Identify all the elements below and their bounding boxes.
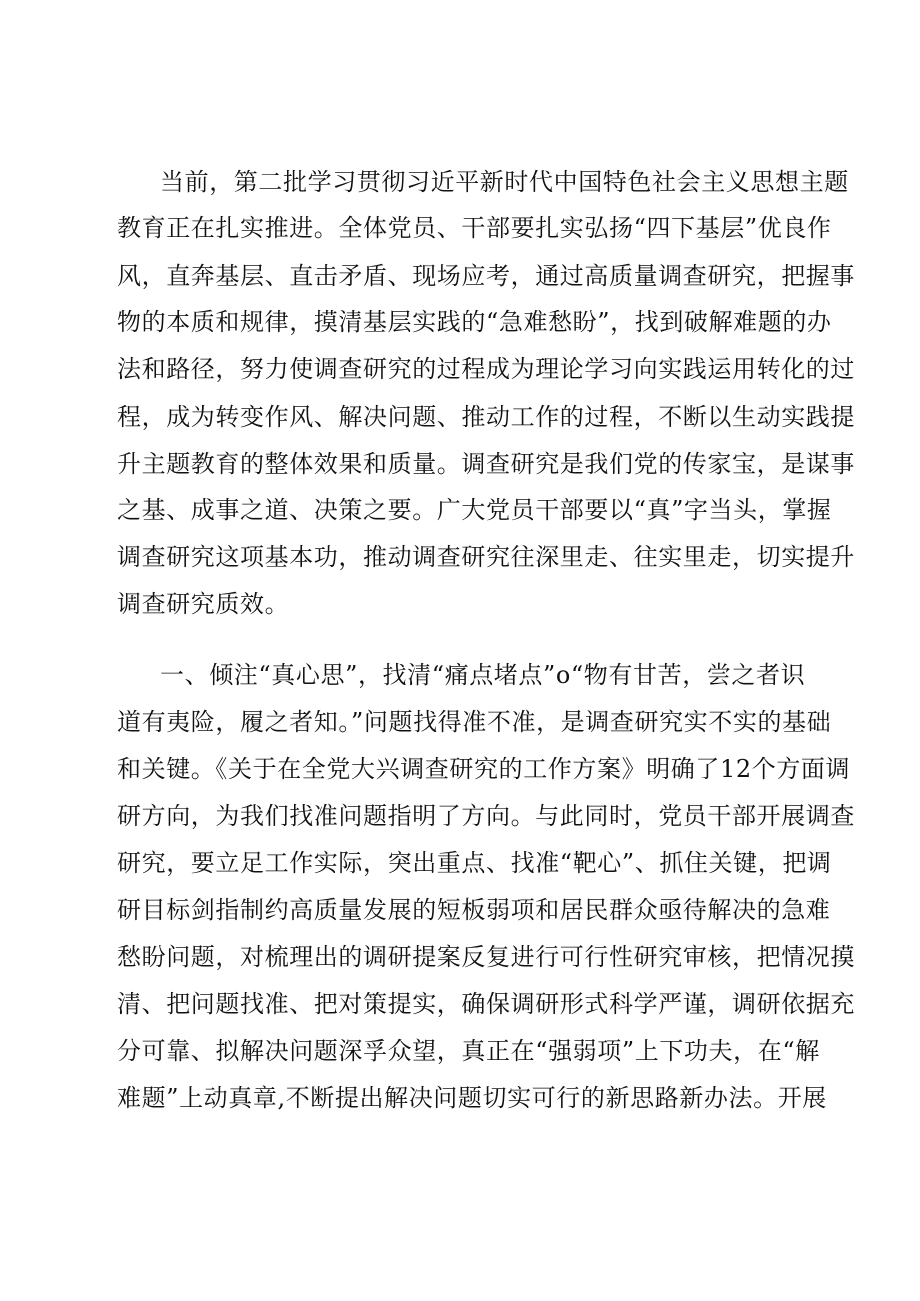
text-line: 研究，要立足工作实际，突出重点、找准“靶心”、抓住关键，把调 [117, 849, 832, 877]
text-line: 风，直奔基层、直击矛盾、现场应考，通过高质量调查研究，把握事 [117, 262, 855, 290]
text-line: 难题”上动真章,不断提出解决问题切实可行的新思路新办法。开展 [117, 1084, 827, 1112]
text-line: 程，成为转变作风、解决问题、推动工作的过程，不断以生动实践提 [117, 403, 855, 431]
text-line: 分可靠、拟解决问题深孚众望，真正在“强弱项”上下功夫，在“解 [117, 1037, 820, 1065]
text-line: 法和路径，努力使调查研究的过程成为理论学习向实践运用转化的过 [117, 355, 855, 383]
text-line: 研方向，为我们找准问题指明了方向。与此同时，党员干部开展调查 [117, 802, 855, 830]
text-line: 清、把问题找准、把对策提实，确保调研形式科学严谨，调研依据充 [117, 990, 855, 1018]
text-line: 教育正在扎实推进。全体党员、干部要扎实弘扬“四下基层”优良作 [117, 214, 832, 242]
text-line: 调查研究这项基本功，推动调查研究往深里走、往实里走，切实提升 [117, 543, 855, 571]
text-line: 愁盼问题，对梳理出的调研提案反复进行可行性研究审核，把情况摸 [117, 943, 855, 971]
text-line: 之基、成事之道、决策之要。广大党员干部要以“真”字当头，掌握 [117, 496, 832, 524]
text-line: 一、倾注“真心思”，找清“痛点堵点”o“物有甘苦，尝之者识 [160, 661, 806, 689]
text-line: 研目标剑指制约高质量发展的短板弱项和居民群众亟待解决的急难 [117, 896, 831, 924]
text-line: 道有夷险，履之者知。”问题找得准不准，是调查研究实不实的基础 [117, 708, 832, 736]
text-line: 当前，第二批学习贯彻习近平新时代中国特色社会主义思想主题 [160, 168, 849, 196]
text-line: 和关键。《关于在全党大兴调查研究的工作方案》明确了12个方面调 [117, 755, 851, 783]
text-line: 升主题教育的整体效果和质量。调查研究是我们党的传家宝，是谋事 [117, 450, 855, 478]
text-line: 调查研究质效。 [117, 590, 290, 618]
text-line: 物的本质和规律，摸清基层实践的“急难愁盼”，找到破解难题的办 [117, 308, 832, 336]
